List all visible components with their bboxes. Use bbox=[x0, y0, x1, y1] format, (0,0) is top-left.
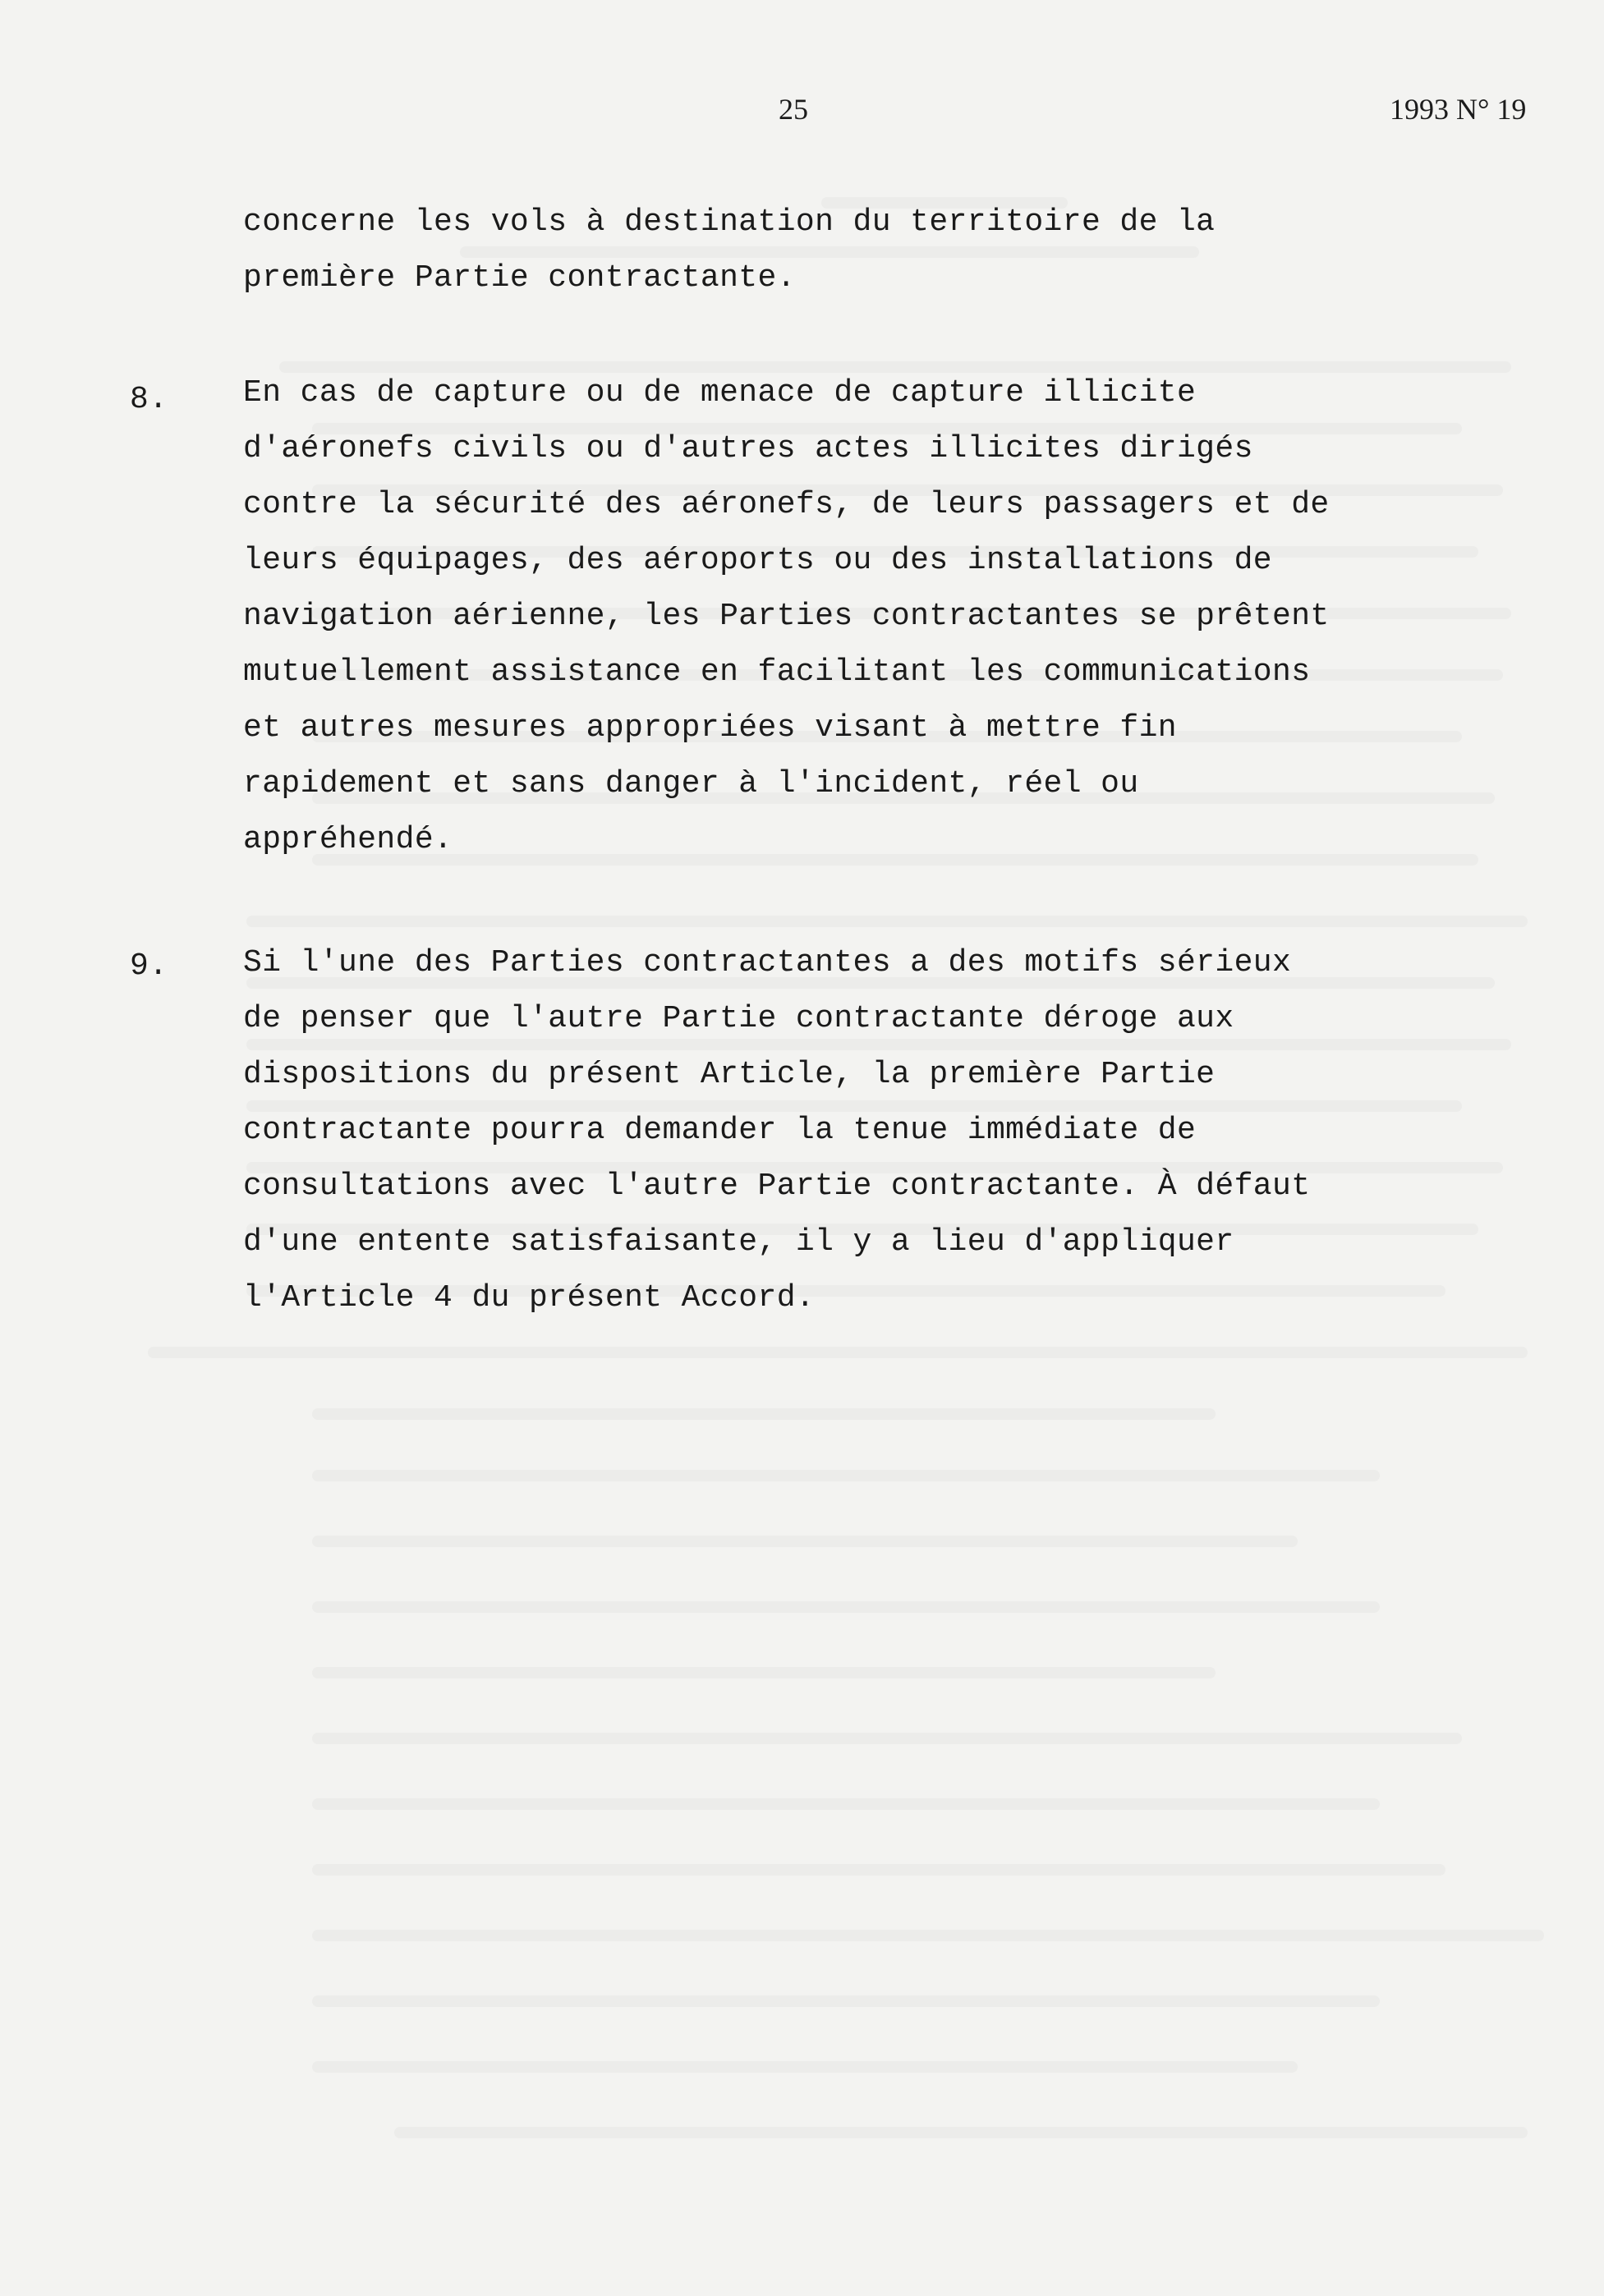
page-number: 25 bbox=[779, 93, 808, 126]
text-line: l'Article 4 du présent Accord. bbox=[243, 1280, 816, 1316]
text-line: consultations avec l'autre Partie contractante. À défaut bbox=[243, 1169, 1311, 1204]
text-line: En cas de capture ou de menace de capture illicite bbox=[243, 375, 1197, 411]
text-line: rapidement et sans danger à l'incident, réel ou bbox=[243, 766, 1139, 801]
text-line: mutuellement assistance en facilitant les communications bbox=[243, 654, 1311, 690]
text-line: première Partie contractante. bbox=[243, 260, 796, 296]
text-line: contre la sécurité des aéronefs, de leurs passagers et de bbox=[243, 487, 1330, 522]
text-line: appréhendé. bbox=[243, 822, 453, 857]
paragraph-number: 9. bbox=[130, 948, 168, 984]
text-line: leurs équipages, des aéroports ou des installations de bbox=[243, 543, 1272, 578]
text-line: Si l'une des Parties contractantes a des motifs sérieux bbox=[243, 945, 1292, 980]
text-line: d'une entente satisfaisante, il y a lieu d'appliquer bbox=[243, 1224, 1234, 1260]
text-line: dispositions du présent Article, la première Partie bbox=[243, 1057, 1216, 1092]
series-reference: 1993 N° 19 bbox=[1390, 93, 1527, 126]
text-line: et autres mesures appropriées visant à mettre fin bbox=[243, 710, 1177, 746]
text-line: navigation aérienne, les Parties contractantes se prêtent bbox=[243, 599, 1330, 634]
text-line: concerne les vols à destination du territoire de la bbox=[243, 204, 1216, 240]
text-line: de penser que l'autre Partie contractante déroge aux bbox=[243, 1001, 1234, 1036]
page-header bbox=[0, 92, 1604, 133]
text-line: d'aéronefs civils ou d'autres actes illicites dirigés bbox=[243, 431, 1253, 466]
paragraph-number: 8. bbox=[130, 382, 168, 417]
text-line: contractante pourra demander la tenue immédiate de bbox=[243, 1113, 1197, 1148]
